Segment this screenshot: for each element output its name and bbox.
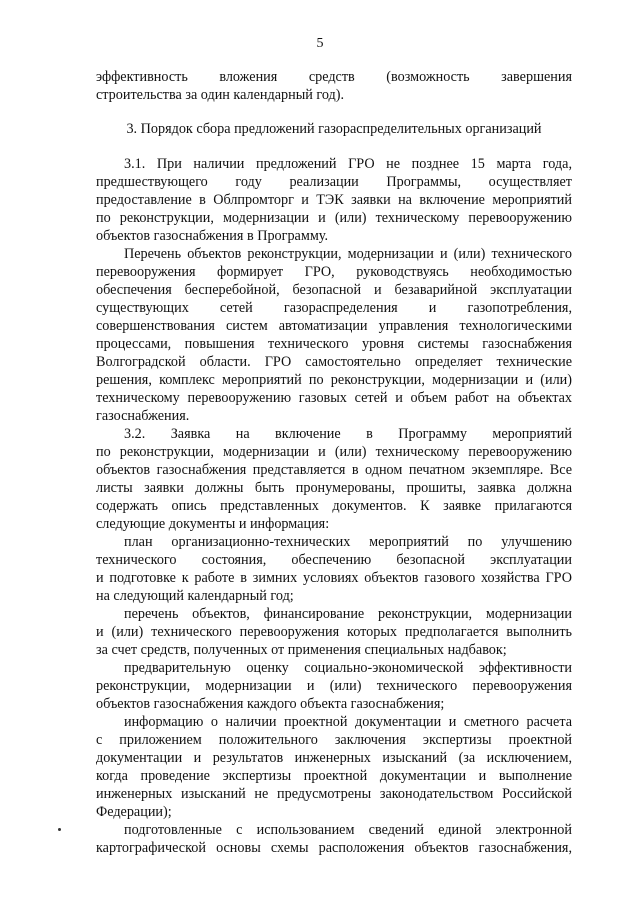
text-line: Перечень объектов реконструкции, модернизации и (или) технического [124,246,572,262]
text-line: Федерации); [96,804,172,820]
text-line: Волгоградской области. ГРО самостоятельно определяет технические [96,354,572,370]
text-line: решения, комплекс мероприятий по реконструкции, модернизации и (или) [96,372,572,388]
text-line: предшествующего году реализации Программы, осуществляет [96,174,572,190]
text-line: объектов газоснабжения представляется в одном печатном экземпляре. Все [96,462,572,478]
text-line: реконструкции, модернизации и (или) технического перевооружения [96,678,572,694]
text-line: перечень объектов, финансирование реконструкции, модернизации [124,606,572,622]
text-line: следующие документы и информация: [96,516,330,532]
text-line: предварительную оценку социально-экономической эффективности [124,660,572,676]
text-line: перевооружения формирует ГРО, руководствуясь необходимостью [96,264,572,280]
text-line: информацию о наличии проектной документации и сметного расчета [124,714,572,730]
text-line: обеспечения бесперебойной, безопасной и безаварийной эксплуатации [96,282,572,298]
text-line: эффективность вложения средств (возможность завершения [96,69,572,85]
text-line: по реконструкции, модернизации и (или) техническому перевооружению [96,444,572,460]
text-line: с приложением положительного заключения экспертизы проектной [96,732,572,748]
text-line: совершенствования систем автоматизации управления технологическими [96,318,572,334]
text-line: и подготовке к работе в зимних условиях объектов газового хозяйства ГРО [96,570,572,586]
scan-speck [58,828,61,831]
text-line: строительства за один календарный год). [96,87,345,103]
section-heading: 3. Порядок сбора предложений газораспределительных организаций [126,121,542,137]
text-line: по реконструкции, модернизации и (или) техническому перевооружению [96,210,572,226]
text-line: подготовленные с использованием сведений единой электронной [124,822,572,838]
text-line: документации и результатов инженерных изысканий (за исключением, [96,750,572,766]
text-line: техническому перевооружению газовых сетей и объем работ на объектах [96,390,572,406]
text-line: газоснабжения. [96,408,190,424]
text-line: объектов газоснабжения каждого объекта газоснабжения; [96,696,445,712]
text-line: картографической основы схемы расположения объектов газоснабжения, [96,840,572,856]
text-line: план организационно-технических мероприятий по улучшению [124,534,572,550]
text-line: на следующий календарный год; [96,588,294,604]
text-line: процессами, повышения технического уровня системы газоснабжения [96,336,572,352]
text-line: инженерных изысканий не предусмотрены законодательством Российской [96,786,572,802]
text-line: технического состояния, обеспечению безопасной эксплуатации [96,552,572,568]
page-number: 5 [316,36,324,51]
text-line: 3.2. Заявка на включение в Программу мероприятий [124,426,572,442]
text-line: 3.1. При наличии предложений ГРО не позднее 15 марта года, [124,156,572,172]
text-line: за счет средств, полученных от применения специальных надбавок; [96,642,507,658]
text-line: листы заявки должны быть пронумерованы, прошиты, заявка должна [96,480,572,496]
text-line: содержать опись представленных документов. К заявке прилагаются [96,498,572,514]
text-line: объектов газоснабжения в Программу. [96,228,329,244]
text-line: предоставление в Облпромторг и ТЭК заявки на включение мероприятий [96,192,572,208]
text-line: и (или) технического перевооружения которых предполагается выполнить [96,624,572,640]
text-line: когда проведение экспертизы проектной документации и выполнение [96,768,572,784]
text-line: существующих сетей газораспределения и газопотребления, [96,300,572,316]
